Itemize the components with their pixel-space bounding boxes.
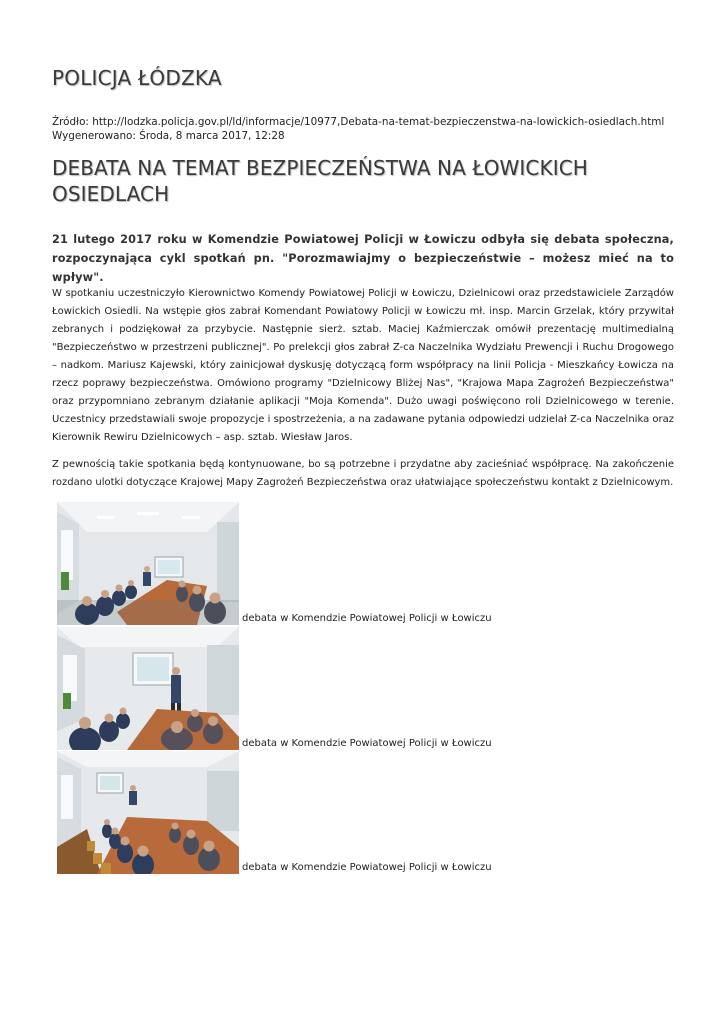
gallery-item bbox=[57, 751, 527, 874]
article-paragraph: Z pewnością takie spotkania będą kontynuowane, bo są potrzebne i przydatne aby zacieśniać współpracę. Na zakończenie rozdano ulotki dotyczące Krajowej Mapy Zagrożeń Bezpieczeństwa oraz ułatwiające społeczeństwu kontakt z Dzielnicowym. bbox=[52, 459, 674, 488]
article-title: DEBATA NA TEMAT BEZPIECZEŃSTWA NA ŁOWICKICH OSIEDLACH bbox=[52, 156, 588, 206]
document-meta bbox=[52, 115, 664, 143]
site-title: POLICJA ŁÓDZKA bbox=[52, 66, 222, 90]
meeting-photo-image bbox=[57, 627, 239, 750]
meeting-photo[interactable] bbox=[57, 751, 239, 874]
article-lead: 21 lutego 2017 roku w Komendzie Powiatowej Policji w Łowiczu odbyła się debata społeczna, rozpoczynająca cykl spotkań pn. "Porozmawiajmy o bezpieczeństwie – możesz mieć na to wpływ". bbox=[52, 233, 674, 284]
photo-caption: debata w Komendzie Powiatowej Policji w Łowiczu bbox=[242, 738, 492, 749]
gallery-item bbox=[57, 627, 527, 750]
source-line: Źródło: http://lodzka.policja.gov.pl/ld/informacje/10977,Debata-na-temat-bezpieczenstwa-na-lowickich-osiedlach.html bbox=[52, 116, 665, 128]
photo-caption: debata w Komendzie Powiatowej Policji w Łowiczu bbox=[242, 613, 492, 624]
photo-caption: debata w Komendzie Powiatowej Policji w Łowiczu bbox=[242, 862, 492, 873]
gallery-item bbox=[57, 502, 527, 625]
meeting-photo[interactable] bbox=[57, 502, 239, 625]
generated-line: Wygenerowano: Środa, 8 marca 2017, 12:28 bbox=[52, 130, 285, 142]
meeting-photo[interactable] bbox=[57, 627, 239, 750]
meeting-photo-image bbox=[57, 751, 239, 874]
meeting-photo-image bbox=[57, 502, 239, 625]
article-paragraph: W spotkaniu uczestniczyło Kierownictwo Komendy Powiatowej Policji w Łowiczu, Dzielnicowi oraz przedstawiciele Zarządów Łowickich Osiedli. Na wstępie głos zabrał Komendant Powiatowy Policji w Łowiczu mł. insp. Marcin Grzelak, który przywitał zebranych i podziękował za przybycie. Następnie sierż. sztab. Maciej Kaźmierczak omówił prezentację multimedialną "Bezpieczeństwo w przestrzeni publicznej". Po prelekcji głos zabrał Z-ca Naczelnika Wydziału Prewencji i Ruchu Drogowego – nadkom. Mariusz Kajewski, który zainicjował dyskusję dotyczącą form współpracy na linii Policja - Mieszkańcy Łowicza na rzecz poprawy bezpieczeństwa. Omówiono programy "Dzielnicowy Bliżej Nas", "Krajowa Mapa Zagrożeń Bezpieczeństwa" oraz przypomniano zebranym działanie aplikacji "Moja Komenda". Dużo uwagi poświęcono roli Dzielnicowego w terenie. Uczestnicy przedstawiali swoje propozycje i spostrzeżenia, a na zadawane pytania odpowiedzi udzielał Z-ca Naczelnika oraz Kierownik Rewiru Dzielnicowych – asp. sztab. Wiesław Jaros. bbox=[52, 288, 674, 443]
